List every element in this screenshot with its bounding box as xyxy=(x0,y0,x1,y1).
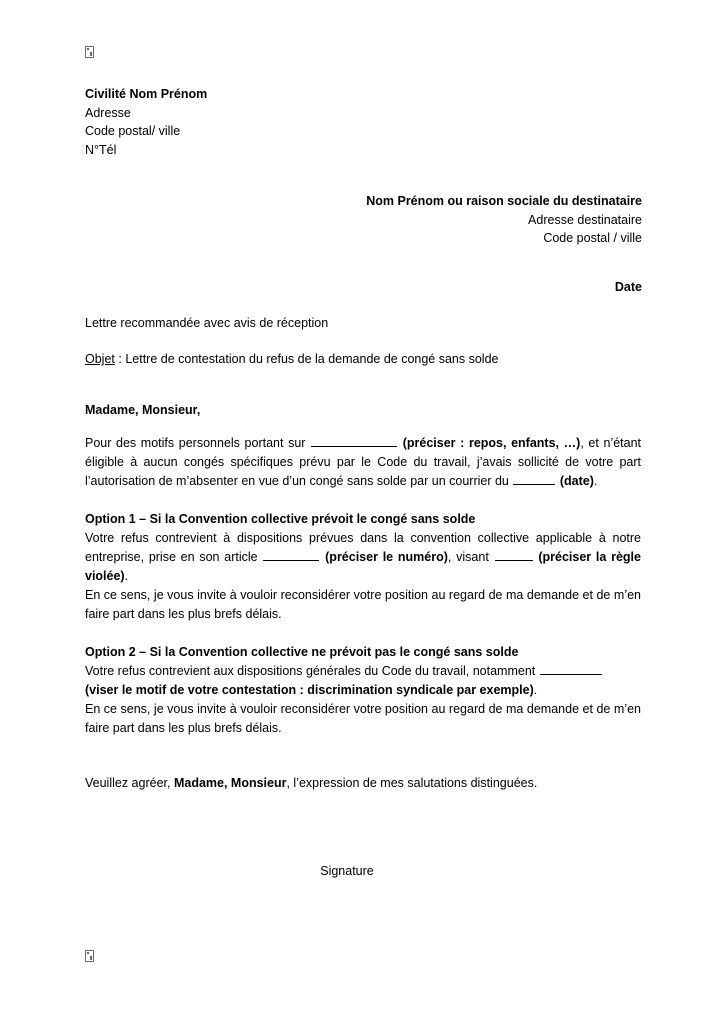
option1-bold-2: (préciser la règle violée) xyxy=(85,550,641,583)
blank-field-date[interactable] xyxy=(513,473,555,485)
recipient-name: Nom Prénom ou raison sociale du destinataire xyxy=(366,194,642,208)
sender-postal-city: Code postal/ ville xyxy=(85,124,181,138)
sender-block xyxy=(85,85,207,159)
blank-field-regle[interactable] xyxy=(495,549,533,561)
option1-text-3: . xyxy=(124,569,129,583)
option1-bold-1: (préciser le numéro) xyxy=(325,550,448,564)
blank-field-article[interactable] xyxy=(263,549,319,561)
missing-glyph-box-icon xyxy=(85,46,94,58)
closing-text-1: Veuillez agréer, xyxy=(85,776,174,790)
subject-line xyxy=(85,352,499,366)
closing-line xyxy=(85,776,641,790)
option1-closing: En ce sens, je vous invite à vouloir reconsidérer votre position au regard de ma demande et de m’en faire part dans les plus brefs délais. xyxy=(85,588,641,621)
date-placeholder: Date xyxy=(614,280,642,294)
intro-bold-1: (préciser : repos, enfants, …) xyxy=(402,436,581,450)
sender-address: Adresse xyxy=(85,105,131,120)
blank-field-motif-contestation[interactable] xyxy=(540,663,602,675)
option1-heading: Option 1 – Si la Convention collective prévoit le congé sans solde xyxy=(85,512,476,526)
recipient-block xyxy=(366,192,642,248)
option1-text-1: Votre refus contrevient à dispositions prévues dans la convention collective applicable à notre entreprise, prise en son article xyxy=(85,531,641,564)
intro-text-3: . xyxy=(593,474,598,488)
subject-label: Objet xyxy=(85,352,115,366)
option1-text-2: , visant xyxy=(447,550,494,564)
option2-bold-1: (viser le motif de votre contestation : discrimination syndicale par exemple) xyxy=(85,683,534,697)
intro-paragraph xyxy=(85,434,641,491)
option2-paragraph xyxy=(85,662,641,700)
intro-text-1: Pour des motifs personnels portant sur xyxy=(85,436,311,450)
salutation: Madame, Monsieur, xyxy=(85,403,201,417)
closing-bold-1: Madame, Monsieur xyxy=(173,776,287,790)
recipient-address: Adresse destinataire xyxy=(528,212,642,227)
sender-phone: N°Tél xyxy=(85,142,117,157)
option2-text-2: . xyxy=(533,683,538,697)
subject-separator: : xyxy=(114,352,126,366)
signature-label: Signature xyxy=(320,864,374,878)
option2-heading: Option 2 – Si la Convention collective ne prévoit pas le congé sans solde xyxy=(85,645,519,659)
letter-body xyxy=(85,434,641,738)
subject-text: Lettre de contestation du refus de la demande de congé sans solde xyxy=(125,352,499,366)
option1-paragraph xyxy=(85,529,641,586)
option2-closing: En ce sens, je vous invite à vouloir reconsidérer votre position au regard de ma demande et de m’en faire part dans les plus brefs délais. xyxy=(85,702,641,735)
closing-text-2: , l’expression de mes salutations distinguées. xyxy=(286,776,538,790)
recipient-postal-city: Code postal / ville xyxy=(543,231,642,245)
mail-mode-line: Lettre recommandée avec avis de réception xyxy=(85,316,329,330)
sender-name: Civilité Nom Prénom xyxy=(85,87,208,101)
missing-glyph-box-icon-bottom xyxy=(85,950,94,962)
intro-text-2: , et n’étant éligible à aucun congés spécifiques prévu par le Code du travail, j’avais sollicité de votre part l’autorisation de m’absenter en vue d’un congé sans solde par un courrier du xyxy=(85,436,641,488)
intro-bold-2: (date) xyxy=(559,474,594,488)
option2-text-1: Votre refus contrevient aux dispositions générales du Code du travail, notamment xyxy=(85,664,539,678)
blank-field-motif[interactable] xyxy=(311,435,397,447)
